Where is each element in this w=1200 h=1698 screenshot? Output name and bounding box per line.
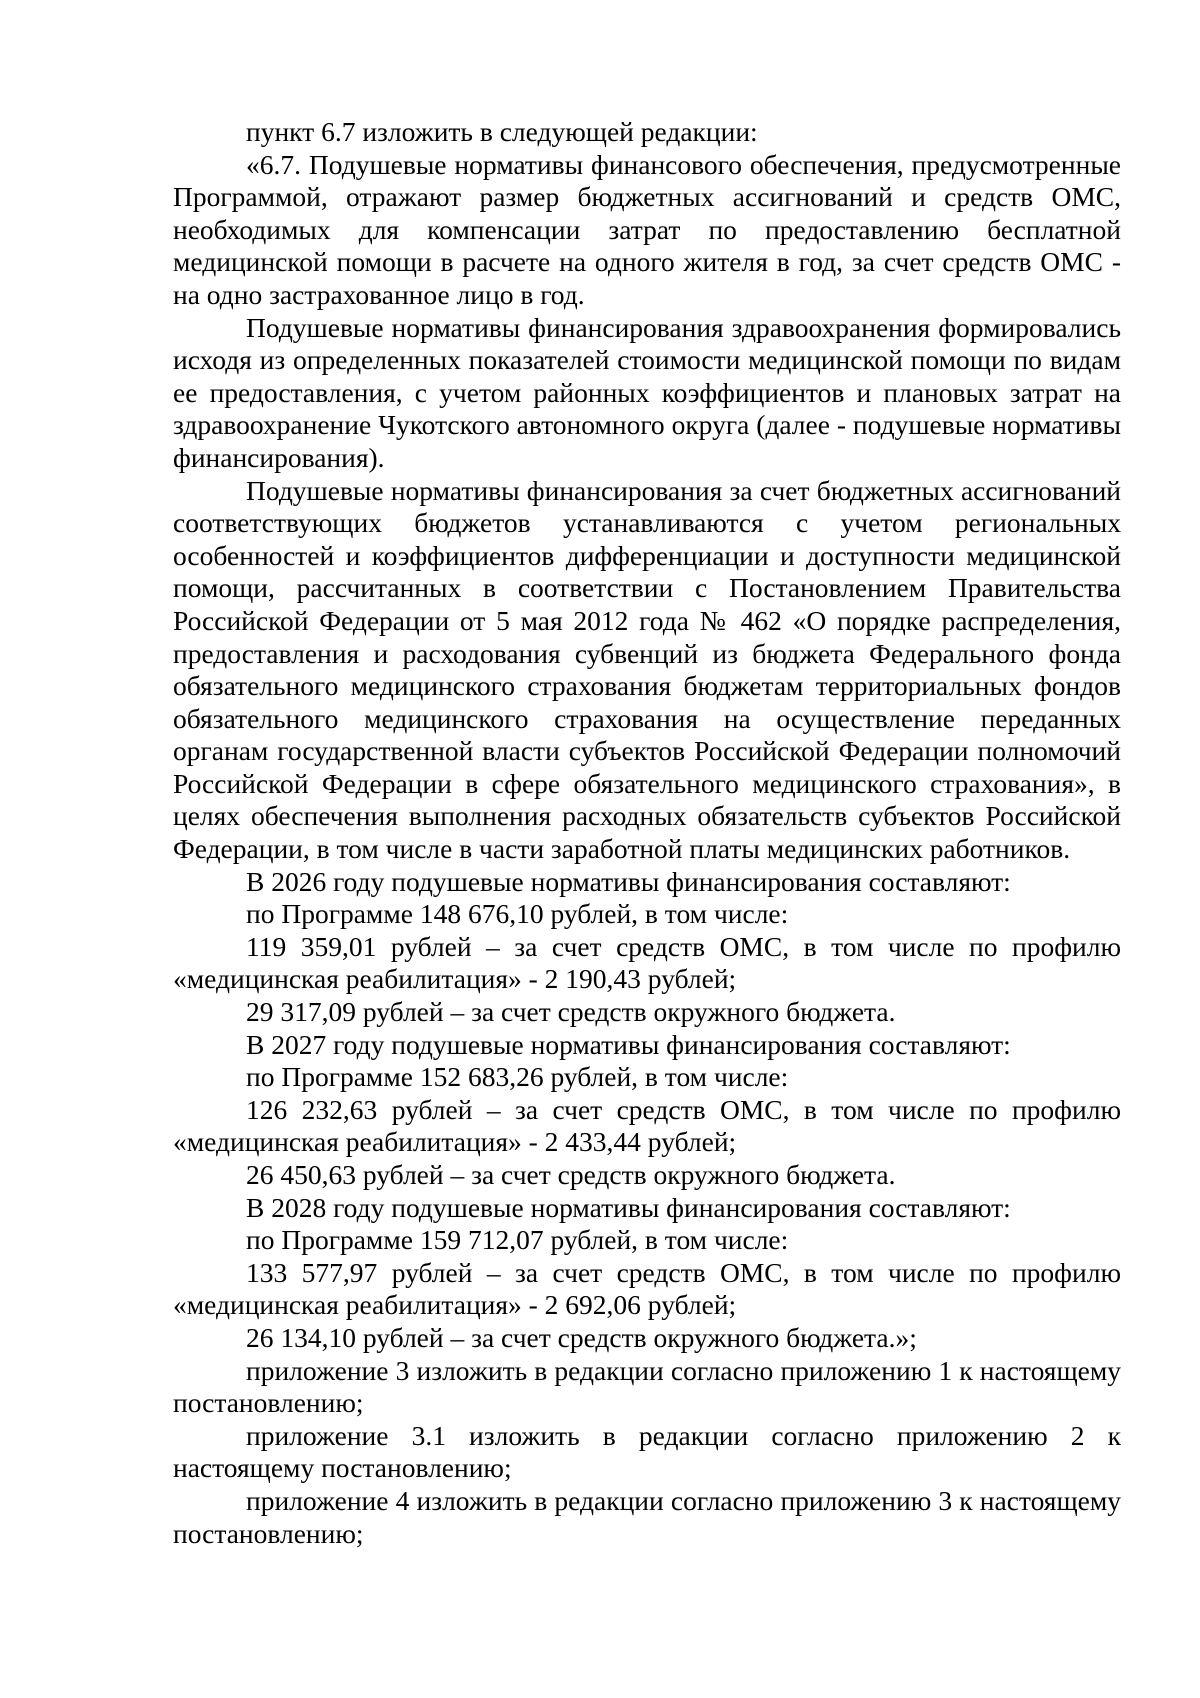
paragraph-2028-oms: 133 577,97 рублей – за счет средств ОМС, в том числе по профилю «медицинская реабилитация» - 2 692,06 рублей; (173, 1256, 1121, 1321)
paragraph-2028-program: по Программе 159 712,07 рублей, в том числе: (246, 1224, 789, 1256)
paragraph-appendix-3-1: приложение 3.1 изложить в редакции согласно приложению 2 к настоящему постановлению; (173, 1419, 1121, 1484)
paragraph-appendix-4: приложение 4 изложить в редакции согласно приложению 3 к настоящему постановлению; (173, 1484, 1121, 1549)
paragraph-appendix-3: приложение 3 изложить в редакции согласно приложению 1 к настоящему постановлению; (173, 1354, 1121, 1419)
paragraph-6-7: «6.7. Подушевые нормативы финансового обеспечения, предусмотренные Программой, отражают размер бюджетных ассигнований и средств ОМС, необходимых для компенсации затрат по предоставлению бесплатной медицинской помощи в расчете на одного жителя в год, за счет средств ОМС - на одно застрахованное лицо в год. (173, 148, 1121, 310)
paragraph-2027-program: по Программе 152 683,26 рублей, в том числе: (246, 1061, 789, 1093)
paragraph-normatives-formation: Подушевые нормативы финансирования здравоохранения формировались исходя из определенных показателей стоимости медицинской помощи по видам ее предоставления, с учетом районных коэффициентов и плановых затрат на здравоохранение Чукотского автономного округа (далее - подушевые нормативы финансирования). (173, 311, 1121, 473)
paragraph-2026-heading: В 2026 году подушевые нормативы финансирования составляют: (246, 865, 1011, 897)
paragraph-2026-oms: 119 359,01 рублей – за счет средств ОМС, в том числе по профилю «медицинская реабилитация» - 2 190,43 рублей; (173, 930, 1121, 995)
paragraph-budget-allocations: Подушевые нормативы финансирования за счет бюджетных ассигнований соответствующих бюджетов устанавливаются с учетом региональных особенностей и коэффициентов дифференциации и доступности медицинской помощи, рассчитанных в соответствии с Постановлением Правительства Российской Федерации от 5 мая 2012 года № 462 «О порядке распределения, предоставления и расходования субвенций из бюджета Федерального фонда обязательного медицинского страхования бюджетам территориальных фондов обязательного медицинского страхования на осуществление переданных органам государственной власти субъектов Российской Федерации полномочий Российской Федерации в сфере обязательного медицинского страхования», в целях обеспечения выполнения расходных обязательств субъектов Российской Федерации, в том числе в части заработной платы медицинских работников. (173, 474, 1121, 865)
paragraph-2027-budget: 26 450,63 рублей – за счет средств окружного бюджета. (246, 1159, 896, 1190)
paragraph-intro: пункт 6.7 изложить в следующей редакции: (246, 116, 758, 147)
paragraph-2028-heading: В 2028 году подушевые нормативы финансирования составляют: (246, 1191, 1011, 1223)
paragraph-2028-budget: 26 134,10 рублей – за счет средств окружного бюджета.»; (246, 1321, 917, 1353)
paragraph-2026-program: по Программе 148 676,10 рублей, в том числе: (246, 898, 789, 930)
document-page (173, 116, 1121, 1550)
paragraph-2027-heading: В 2027 году подушевые нормативы финансирования составляют: (246, 1028, 1011, 1060)
paragraph-2026-budget: 29 317,09 рублей – за счет средств окружного бюджета. (246, 996, 896, 1028)
paragraph-2027-oms: 126 232,63 рублей – за счет средств ОМС, в том числе по профилю «медицинская реабилитация» - 2 433,44 рублей; (173, 1093, 1121, 1158)
